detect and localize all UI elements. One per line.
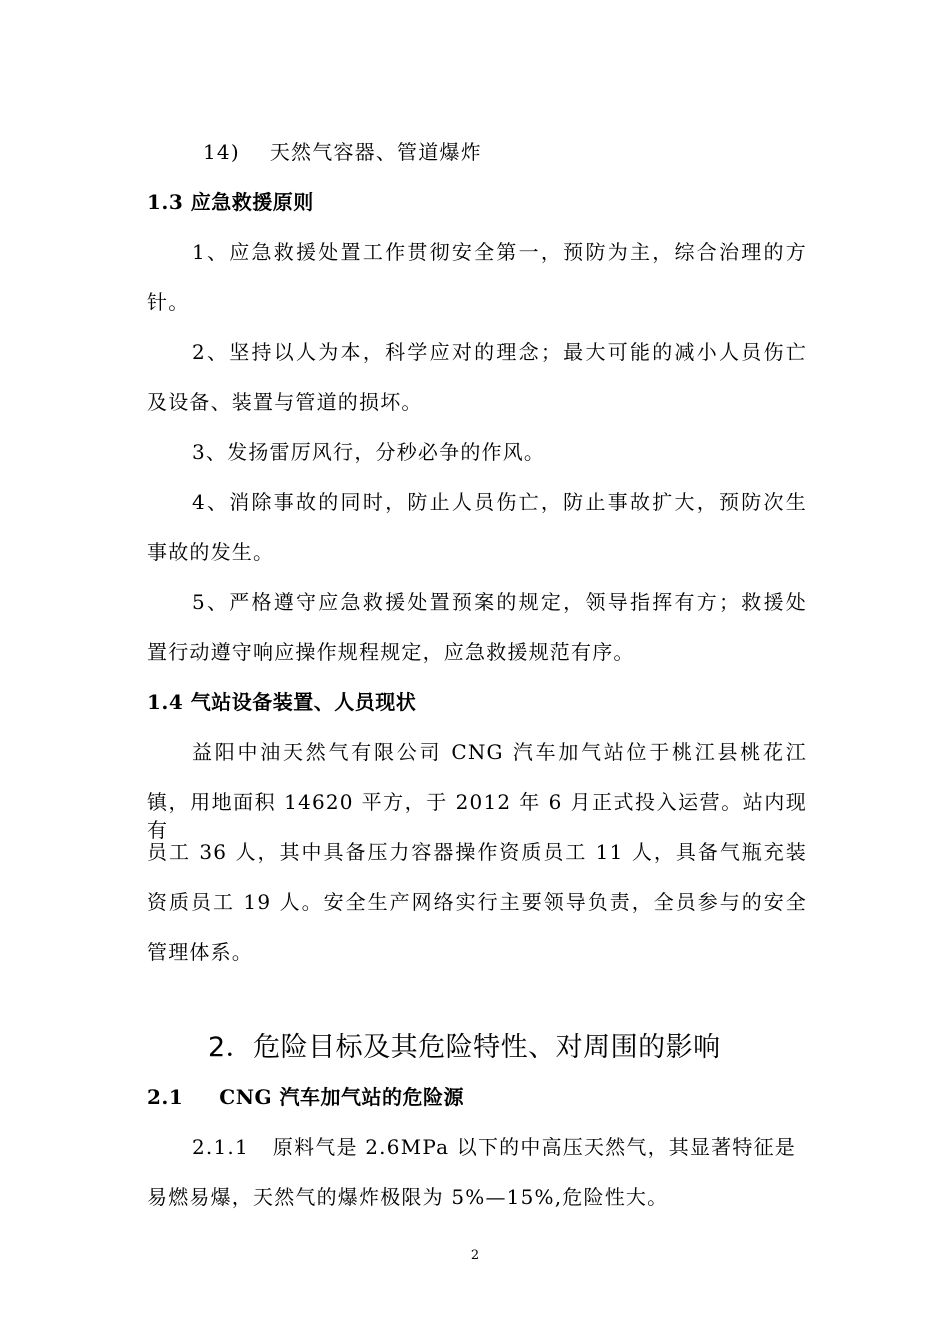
section-heading-1-4: 1.4 气站设备装置、人员现状: [147, 690, 417, 714]
list-item-14: [203, 138, 863, 166]
section-number: 2.1: [147, 1085, 184, 1109]
paragraph-4-line-1: 4、消除事故的同时，防止人员伤亡，防止事故扩大，预防次生: [192, 490, 807, 514]
section-title: CNG 汽车加气站的危险源: [219, 1085, 465, 1109]
paragraph-2-1-1-line-2: 易燃易爆，天然气的爆炸极限为 5%—15%,危险性大。: [147, 1185, 669, 1209]
paragraph-4-line-2: 事故的发生。: [147, 540, 275, 564]
subsection-number: 2.1.1: [192, 1135, 249, 1159]
paragraph-station-line-1: 益阳中油天然气有限公司 CNG 汽车加气站位于桃江县桃花江: [192, 740, 807, 764]
paragraph-2-1-1-line-1: [192, 1133, 852, 1161]
paragraph-1-line-2: 针。: [147, 290, 190, 314]
paragraph-station-line-2: 镇，用地面积 14620 平方，于 2012 年 6 月正式投入运营。站内现有: [147, 790, 807, 842]
paragraph-station-line-4: 资质员工 19 人。安全生产网络实行主要领导负责，全员参与的安全: [147, 890, 807, 914]
paragraph-2-line-1: 2、坚持以人为本，科学应对的理念；最大可能的减小人员伤亡: [192, 340, 807, 364]
subsection-text: 原料气是 2.6MPa 以下的中高压天然气，其显著特征是: [272, 1135, 796, 1159]
paragraph-1-line-1: 1、应急救援处置工作贯彻安全第一，预防为主，综合治理的方: [192, 240, 807, 264]
paragraph-station-line-3: 员工 36 人，其中具备压力容器操作资质员工 11 人，具备气瓶充装: [147, 840, 807, 864]
paragraph-3-line-1: 3、发扬雷厉风行，分秒必争的作风。: [192, 440, 546, 464]
list-item-number: 14): [203, 140, 240, 164]
page-number: 2: [470, 1248, 480, 1263]
paragraph-5-line-1: 5、严格遵守应急救援处置预案的规定，领导指挥有方；救援处: [192, 590, 807, 614]
paragraph-5-line-2: 置行动遵守响应操作规程规定，应急救援规范有序。: [147, 640, 635, 664]
chapter-heading-2: 2．危险目标及其危险特性、对周围的影响: [208, 1032, 721, 1063]
paragraph-2-line-2: 及设备、装置与管道的损坏。: [147, 390, 423, 414]
section-heading-2-1: [147, 1083, 807, 1111]
paragraph-station-line-5: 管理体系。: [147, 940, 253, 964]
section-heading-1-3: 1.3 应急救援原则: [147, 190, 314, 214]
list-item-text: 天然气容器、管道爆炸: [269, 140, 482, 164]
